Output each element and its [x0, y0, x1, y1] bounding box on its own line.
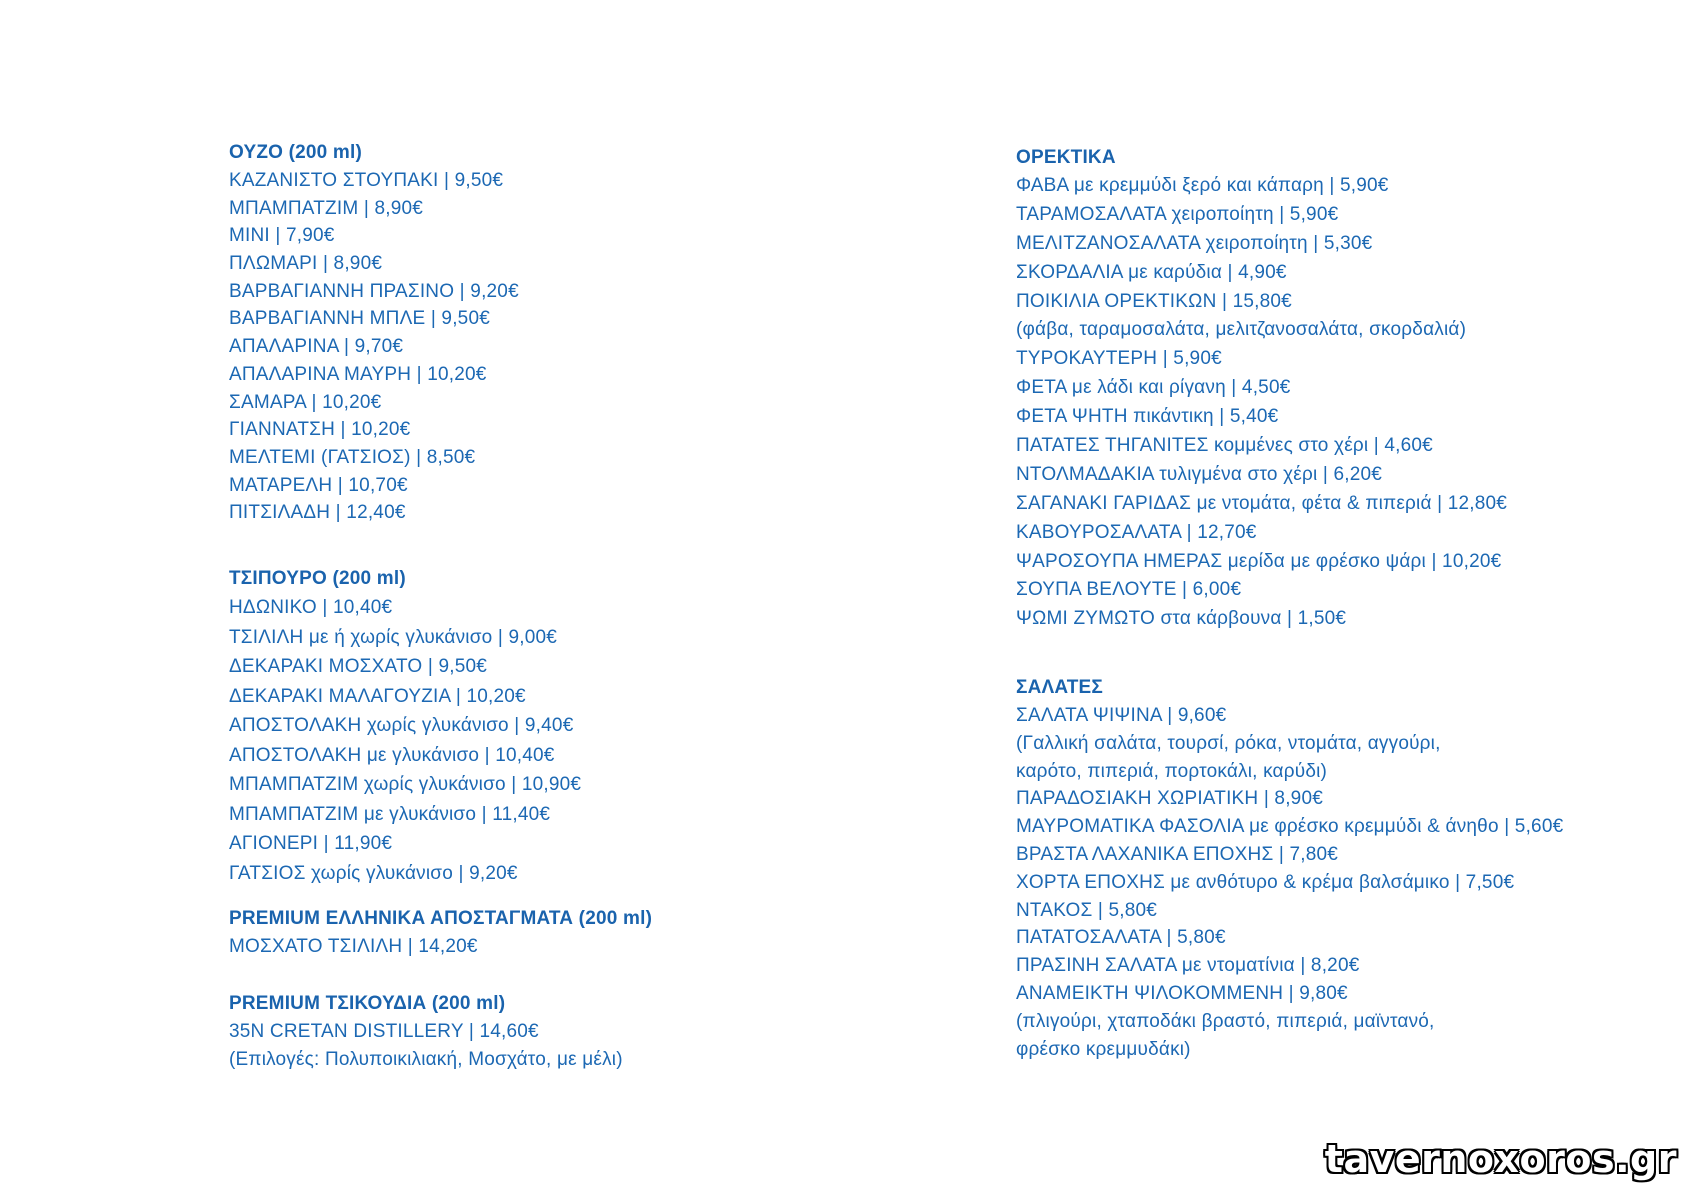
menu-item-note: (πλιγούρι, χταποδάκι βραστό, πιπεριά, μαϊντανό,: [1016, 1010, 1435, 1032]
menu-item: ΜΑΤΑΡΕΛΗ | 10,70€: [229, 474, 408, 496]
ouzo-heading: ΟΥΖΟ (200 ml): [229, 142, 362, 163]
menu-item: ΨΑΡΟΣΟΥΠΑ ΗΜΕΡΑΣ μερίδα με φρέσκο ψάρι | 10,20€: [1016, 550, 1502, 572]
menu-item: ΝΤΟΛΜΑΔΑΚΙΑ τυλιγμένα στο χέρι | 6,20€: [1016, 463, 1383, 485]
menu-item: ΜΠΑΜΠΑΤΖΙΜ | 8,90€: [229, 197, 423, 219]
premium-spirits-section: [229, 904, 652, 961]
appetizers-section: [1016, 143, 1507, 634]
menu-item: ΒΑΡΒΑΓΙΑΝΝΗ ΜΠΛΕ | 9,50€: [229, 308, 490, 330]
site-watermark: tavernoxoros.gr: [1324, 1137, 1677, 1181]
menu-item-note: (φάβα, ταραμοσαλάτα, μελιτζανοσαλάτα, σκορδαλιά): [1016, 319, 1467, 341]
menu-item: ΤΣΙΛΙΛΗ με ή χωρίς γλυκάνισο | 9,00€: [229, 626, 558, 648]
menu-item: ΤΥΡΟΚΑΥΤΕΡΗ | 5,90€: [1016, 348, 1222, 370]
menu-item: ΜΕΛΙΤΖΑΝΟΣΑΛΑΤΑ χειροποίητη | 5,30€: [1016, 232, 1373, 254]
menu-item: ΠΟΙΚΙΛΙΑ ΟΡΕΚΤΙΚΩΝ | 15,80€: [1016, 290, 1292, 312]
menu-item: ΠΙΤΣΙΛΑΔΗ | 12,40€: [229, 502, 406, 524]
menu-item: ΔΕΚΑΡΑΚΙ ΜΑΛΑΓΟΥΖΙΑ | 10,20€: [229, 685, 526, 707]
menu-item: ΜΕΛΤΕΜΙ (ΓΑΤΣΙΟΣ) | 8,50€: [229, 446, 476, 468]
tsipouro-heading: ΤΣΙΠΟΥΡΟ (200 ml): [229, 568, 406, 589]
menu-item: ΠΑΤΑΤΕΣ ΤΗΓΑΝΙΤΕΣ κομμένες στο χέρι | 4,60€: [1016, 435, 1433, 457]
menu-item: ΣΑΓΑΝΑΚΙ ΓΑΡΙΔΑΣ με ντομάτα, φέτα & πιπεριά | 12,80€: [1016, 492, 1508, 514]
menu-item: ΤΑΡΑΜΟΣΑΛΑΤΑ χειροποίητη | 5,90€: [1016, 203, 1339, 225]
appetizers-heading: ΟΡΕΚΤΙΚΑ: [1016, 147, 1116, 168]
menu-item: ΒΑΡΒΑΓΙΑΝΝΗ ΠΡΑΣΙΝΟ | 9,20€: [229, 280, 519, 302]
menu-item: ΓΑΤΣΙΟΣ χωρίς γλυκάνισο | 9,20€: [229, 862, 518, 884]
menu-item: ΔΕΚΑΡΑΚΙ ΜΟΣΧΑΤΟ | 9,50€: [229, 656, 488, 677]
menu-item-note: (Γαλλική σαλάτα, τουρσί, ρόκα, ντομάτα, αγγούρι,: [1016, 732, 1441, 754]
menu-item: ΣΟΥΠΑ ΒΕΛΟΥΤΕ | 6,00€: [1016, 579, 1242, 601]
ouzo-section: [229, 138, 519, 527]
menu-item: ΣΑΛΑΤΑ ΨΙΨΙΝΑ | 9,60€: [1016, 705, 1227, 726]
menu-item: ΒΡΑΣΤΑ ΛΑΧΑΝΙΚΑ ΕΠΟΧΗΣ | 7,80€: [1016, 843, 1339, 865]
menu-item: ΜΑΥΡΟΜΑΤΙΚΑ ΦΑΣΟΛΙΑ με φρέσκο κρεμμύδι & άνηθο | 5,60€: [1016, 816, 1564, 838]
appetizers-list: [1016, 172, 1507, 634]
menu-item: ΠΑΤΑΤΟΣΑΛΑΤΑ | 5,80€: [1016, 927, 1226, 949]
menu-item: ΣΑΜΑΡΑ | 10,20€: [229, 391, 382, 413]
premium-tsikoudia-heading: PREMIUM ΤΣΙΚΟΥΔΙΑ (200 ml): [229, 993, 506, 1014]
menu-item: ΑΠΟΣΤΟΛΑΚΗ με γλυκάνισο | 10,40€: [229, 744, 555, 766]
tsipouro-list: [229, 593, 581, 888]
menu-item: ΣΚΟΡΔΑΛΙΑ με καρύδια | 4,90€: [1016, 261, 1287, 283]
salads-heading: ΣΑΛΑΤΕΣ: [1016, 677, 1104, 698]
menu-item-note: φρέσκο κρεμμυδάκι): [1016, 1038, 1191, 1060]
menu-item: ΚΑΒΟΥΡΟΣΑΛΑΤΑ | 12,70€: [1016, 521, 1257, 543]
tsipouro-section: [229, 564, 581, 888]
menu-item: ΠΑΡΑΔΟΣΙΑΚΗ ΧΩΡΙΑΤΙΚΗ | 8,90€: [1016, 788, 1323, 810]
menu-item: ΓΙΑΝΝΑΤΣΗ | 10,20€: [229, 419, 411, 441]
menu-item: ΑΝΑΜΕΙΚΤΗ ΨΙΛΟΚΟΜΜΕΝΗ | 9,80€: [1016, 982, 1348, 1004]
menu-item: 35N CRETAN DISTILLERY | 14,60€: [229, 1021, 539, 1042]
ouzo-list: [229, 167, 519, 527]
menu-item-note: (Επιλογές: Πολυποικιλιακή, Μοσχάτο, με μέλι): [229, 1049, 623, 1071]
menu-item: ΧΟΡΤΑ ΕΠΟΧΗΣ με ανθότυρο & κρέμα βαλσάμικο | 7,50€: [1016, 871, 1515, 893]
menu-item: ΑΠΑΛΑΡΙΝΑ | 9,70€: [229, 336, 404, 358]
menu-item: ΨΩΜΙ ΖΥΜΩΤΟ στα κάρβουνα | 1,50€: [1016, 608, 1347, 630]
menu-item: ΦΕΤΑ ΨΗΤΗ πικάντικη | 5,40€: [1016, 406, 1279, 428]
salads-list: [1016, 702, 1563, 1063]
menu-item: ΗΔΩΝΙΚΟ | 10,40€: [229, 597, 393, 618]
premium-spirits-heading: PREMIUM ΕΛΛΗΝΙΚΑ ΑΠΟΣΤΑΓΜΑΤΑ (200 ml): [229, 908, 653, 929]
menu-item: ΦΕΤΑ με λάδι και ρίγανη | 4,50€: [1016, 377, 1291, 399]
menu-item: ΚΑΖΑΝΙΣΤΟ ΣΤΟΥΠΑΚΙ | 9,50€: [229, 170, 504, 191]
menu-item: ΜΠΑΜΠΑΤΖΙΜ χωρίς γλυκάνισο | 10,90€: [229, 774, 582, 795]
menu-item: ΦΑΒΑ με κρεμμύδι ξερό και κάπαρη | 5,90€: [1016, 175, 1389, 196]
menu-item: ΠΛΩΜΑΡΙ | 8,90€: [229, 253, 383, 275]
menu-item: ΜΠΑΜΠΑΤΖΙΜ με γλυκάνισο | 11,40€: [229, 803, 551, 825]
salads-section: [1016, 673, 1563, 1063]
menu-item: ΠΡΑΣΙΝΗ ΣΑΛΑΤΑ με ντοματίνια | 8,20€: [1016, 955, 1360, 977]
menu-item-note: καρότο, πιπεριά, πορτοκάλι, καρύδι): [1016, 760, 1328, 782]
menu-item: ΜΙΝΙ | 7,90€: [229, 225, 335, 247]
menu-item: ΑΠΑΛΑΡΙΝΑ ΜΑΥΡΗ | 10,20€: [229, 363, 487, 385]
premium-tsikoudia-section: [229, 989, 623, 1075]
menu-item: ΑΠΟΣΤΟΛΑΚΗ χωρίς γλυκάνισο | 9,40€: [229, 715, 574, 736]
menu-item: ΜΟΣΧΑΤΟ ΤΣΙΛΙΛΗ | 14,20€: [229, 936, 478, 957]
menu-item: ΝΤΑΚΟΣ | 5,80€: [1016, 899, 1158, 921]
menu-item: ΑΓΙΟΝΕΡΙ | 11,90€: [229, 833, 393, 854]
